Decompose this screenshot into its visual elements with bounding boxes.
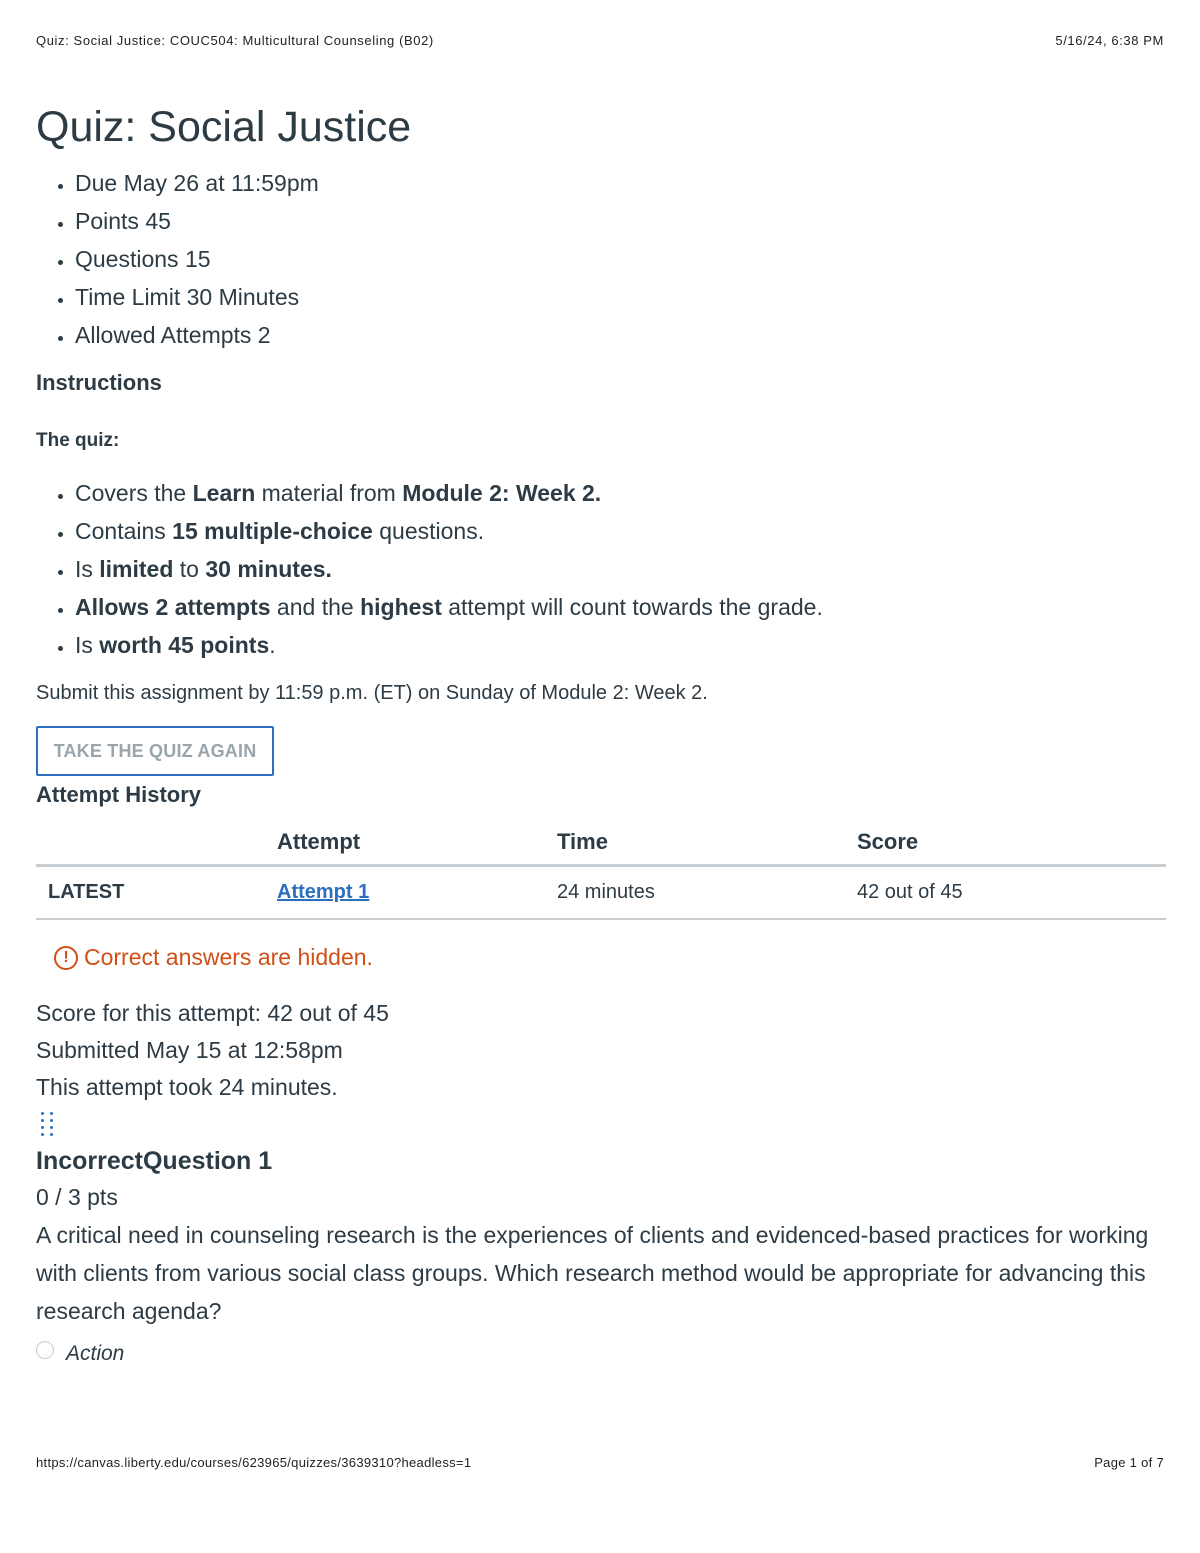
- warning-icon: !: [54, 946, 78, 970]
- meta-due: • Due May 26 at 11:59pm: [75, 164, 1166, 202]
- answer-option[interactable]: [36, 1342, 1166, 1366]
- answers-hidden-notice: [54, 944, 1166, 971]
- answer-label: Action: [66, 1342, 125, 1365]
- meta-questions: • Questions 15: [75, 240, 1166, 278]
- time-cell: 24 minutes: [557, 866, 857, 920]
- meta-allowed-attempts: • Allowed Attempts 2: [75, 316, 1166, 354]
- instruction-covers: • Covers the Learn material from Module 2: Week 2.: [75, 474, 1166, 512]
- instruction-contains: • Contains 15 multiple-choice questions.: [75, 512, 1166, 550]
- instructions-intro: The quiz:: [36, 430, 120, 451]
- attempt-history-table: [36, 820, 1166, 920]
- table-header-row: [36, 820, 1166, 866]
- print-header-timestamp: 5/16/24, 6:38 PM: [1055, 33, 1164, 48]
- column-header-label: [36, 820, 277, 866]
- quiz-page: [36, 98, 1166, 1366]
- page-title: Quiz: Social Justice: [36, 103, 412, 151]
- attempt-history-heading: Attempt History: [36, 782, 202, 807]
- print-header-title: Quiz: Social Justice: COUC504: Multicultural Counseling (B02): [36, 33, 434, 48]
- print-footer: [36, 1455, 1164, 1470]
- quiz-meta-list: [36, 164, 1166, 354]
- table-row: [36, 866, 1166, 920]
- instruction-worth: • Is worth 45 points.: [75, 626, 1166, 664]
- question-points: 0 / 3 pts: [36, 1184, 118, 1210]
- attempt-1-link[interactable]: Attempt 1: [277, 881, 370, 903]
- instructions-list: [36, 474, 1166, 664]
- print-footer-page: Page 1 of 7: [1094, 1455, 1164, 1470]
- answers-hidden-text: Correct answers are hidden.: [84, 944, 373, 970]
- attempt-cell: [277, 866, 557, 920]
- column-header-attempt: Attempt: [277, 820, 557, 866]
- print-footer-url: https://canvas.liberty.edu/courses/623965/quizzes/3639310?headless=1: [36, 1455, 472, 1470]
- meta-time-limit: • Time Limit 30 Minutes: [75, 278, 1166, 316]
- instruction-allows: • Allows 2 attempts and the highest attempt will count towards the grade.: [75, 588, 1166, 626]
- score-summary: [36, 995, 1166, 1106]
- radio-button-icon[interactable]: [36, 1341, 54, 1359]
- drag-handle-icon[interactable]: [41, 1112, 55, 1138]
- score-cell: 42 out of 45: [857, 866, 1166, 920]
- meta-points: • Points 45: [75, 202, 1166, 240]
- attempt-duration: This attempt took 24 minutes.: [36, 1074, 338, 1100]
- instruction-limited: • Is limited to 30 minutes.: [75, 550, 1166, 588]
- column-header-score: Score: [857, 820, 1166, 866]
- instructions-heading: Instructions: [36, 370, 162, 395]
- take-quiz-again-button[interactable]: TAKE THE QUIZ AGAIN: [36, 726, 274, 776]
- question-title: IncorrectQuestion 1: [36, 1147, 273, 1175]
- submit-note: Submit this assignment by 11:59 p.m. (ET) on Sunday of Module 2: Week 2.: [36, 682, 708, 704]
- question-text: A critical need in counseling research is the experiences of clients and evidenced-based practices for working with clients from various social class groups. Which research method would be appropriate for advancing this research agenda?: [36, 1222, 1149, 1324]
- print-header: [36, 33, 1164, 48]
- column-header-time: Time: [557, 820, 857, 866]
- attempt-score: Score for this attempt: 42 out of 45: [36, 1000, 389, 1026]
- submitted-date: Submitted May 15 at 12:58pm: [36, 1037, 343, 1063]
- latest-label: LATEST: [36, 866, 277, 920]
